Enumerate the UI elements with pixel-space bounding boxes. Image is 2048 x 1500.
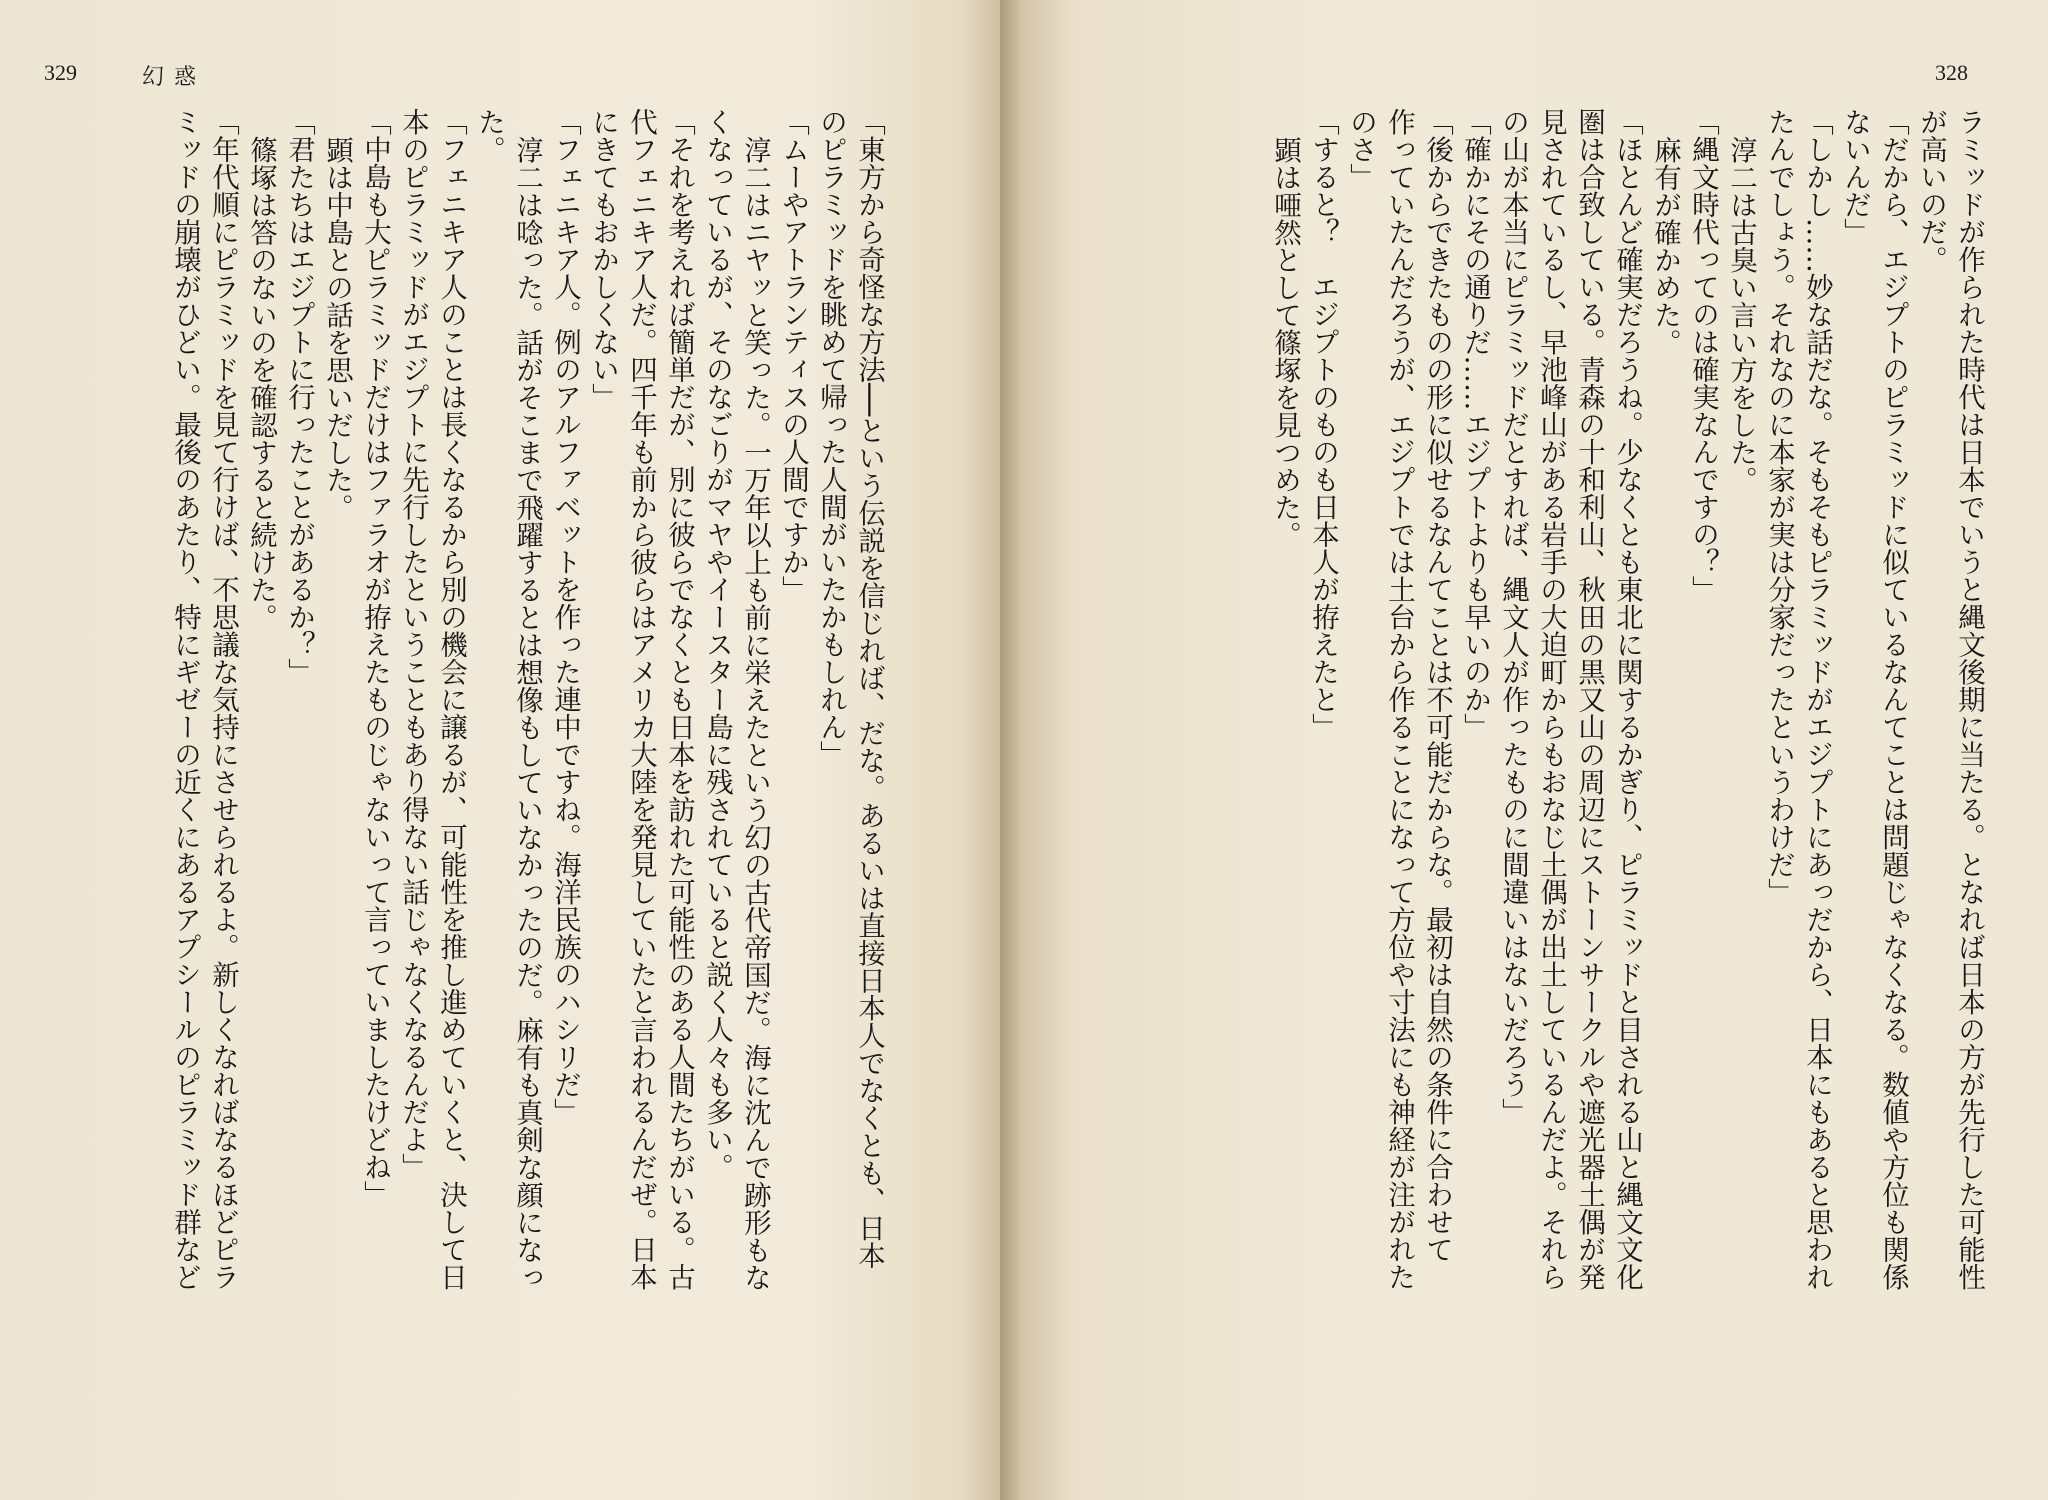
text-line: 篠塚は答のないのを確認すると続けた。 <box>245 136 277 631</box>
text-line: 圏は合致している。青森の十和利山、秋田の黒又山の周辺にストーンサークルや遮光器土偶が発 <box>1573 108 1605 1291</box>
text-line: 「後からできたものの形に似せるなんてことは不可能だからな。最初は自然の条件に合わせて <box>1421 108 1453 1263</box>
text-line: 「だから、エジプトのピラミッドに似ているなんてことは問題じゃなくなる。数値や方位も関係 <box>1877 108 1909 1291</box>
right-page-text <box>1148 108 1988 1448</box>
text-line: た。 <box>473 108 505 163</box>
text-line: 「ほとんど確実だろうね。少なくとも東北に関するかぎり、ピラミッドと目される山と縄文文化 <box>1611 108 1643 1291</box>
text-line: 麻有が確かめた。 <box>1649 136 1681 356</box>
page-number-right: 328 <box>1935 60 1968 85</box>
text-line: ミッドの崩壊がひどい。最後のあたり、特にギゼーの近くにあるアプシールのピラミッド群など <box>169 108 201 1291</box>
text-line: 顕は唖然として篠塚を見つめた。 <box>1269 136 1301 549</box>
text-line: 作っていたんだろうが、エジプトでは土台から作ることになって方位や寸法にも神経が注がれた <box>1383 108 1415 1291</box>
text-line: 「それを考えれば簡単だが、別に彼らでなくとも日本を訪れた可能性のある人間たちがいる。古 <box>663 108 695 1291</box>
text-line: 淳二はニヤッと笑った。一万年以上も前に栄えたという幻の古代帝国だ。海に沈んで跡形もな <box>739 136 771 1291</box>
running-head: 幻惑 <box>142 65 207 90</box>
left-page-text <box>168 108 888 1448</box>
text-line: 「ムーやアトランティスの人間ですか」 <box>777 108 809 603</box>
text-line: のさ」 <box>1345 108 1377 191</box>
text-line: 「中島も大ピラミッドだけはファラオが拵えたものじゃないって言っていましたけどね」 <box>359 108 391 1208</box>
text-line: 「フェニキア人。例のアルファベットを作った連中ですね。海洋民族のハシリだ」 <box>549 108 581 1126</box>
text-line: たんでしょう。それなのに本家が実は分家だったというわけだ」 <box>1763 108 1795 906</box>
text-line: 「縄文時代ってのは確実なんですの？」 <box>1687 108 1719 603</box>
text-line: 「確かにその通りだ……エジプトよりも早いのか」 <box>1459 108 1491 741</box>
text-line: 「すると？ エジプトのものも日本人が拵えたと」 <box>1307 108 1339 741</box>
text-line: の山が本当にピラミッドだとすれば、縄文人が作ったものに間違いはないだろう」 <box>1497 108 1529 1126</box>
text-line: くなっているが、そのなごりがマヤやイースター島に残されていると説く人々も多い。 <box>701 108 733 1181</box>
text-line: にきてもおかしくない」 <box>587 108 619 411</box>
text-line: 「フェニキア人のことは長くなるから別の機会に譲るが、可能性を推し進めていくと、決して日 <box>435 108 467 1291</box>
text-line: が高いのだ。 <box>1915 108 1947 273</box>
text-line: 見されているし、早池峰山がある岩手の大迫町からもおなじ土偶が出土しているんだよ。それら <box>1535 108 1567 1291</box>
text-line: 「年代順にピラミッドを見て行けば、不思議な気持にさせられるよ。新しくなればなるほどピラ <box>207 108 239 1291</box>
text-line: ないんだ」 <box>1839 108 1871 246</box>
text-line: 本のピラミッドがエジプトに先行したということもあり得ない話じゃなくなるんだよ」 <box>397 108 429 1181</box>
left-page <box>0 0 1000 1500</box>
right-page <box>1000 0 2048 1500</box>
text-line: 「東方から奇怪な方法──という伝説を信じれば、だな。あるいは直接日本人でなくとも、日本 <box>853 108 885 1269</box>
text-line: 顕は中島との話を思いだした。 <box>321 136 353 521</box>
text-line: 「しかし……妙な話だな。そもそもピラミッドがエジプトにあっだから、日本にもあると思われ <box>1801 108 1833 1291</box>
page-number-left: 329 <box>44 60 77 85</box>
text-line: ラミッドが作られた時代は日本でいうと縄文後期に当たる。となれば日本の方が先行した可能性 <box>1953 108 1985 1291</box>
text-line: 代フェニキア人だ。四千年も前から彼らはアメリカ大陸を発見していたと言われるんだぜ。日本 <box>625 108 657 1291</box>
text-line: 淳二は唸った。話がそこまで飛躍するとは想像もしていなかったのだ。麻有も真剣な顔になっ <box>511 136 543 1291</box>
text-line: 淳二は古臭い言い方をした。 <box>1725 136 1757 494</box>
text-line: 「君たちはエジプトに行ったことがあるか？」 <box>283 108 315 686</box>
text-line: のピラミッドを眺めて帰った人間がいたかもしれん」 <box>815 108 847 768</box>
